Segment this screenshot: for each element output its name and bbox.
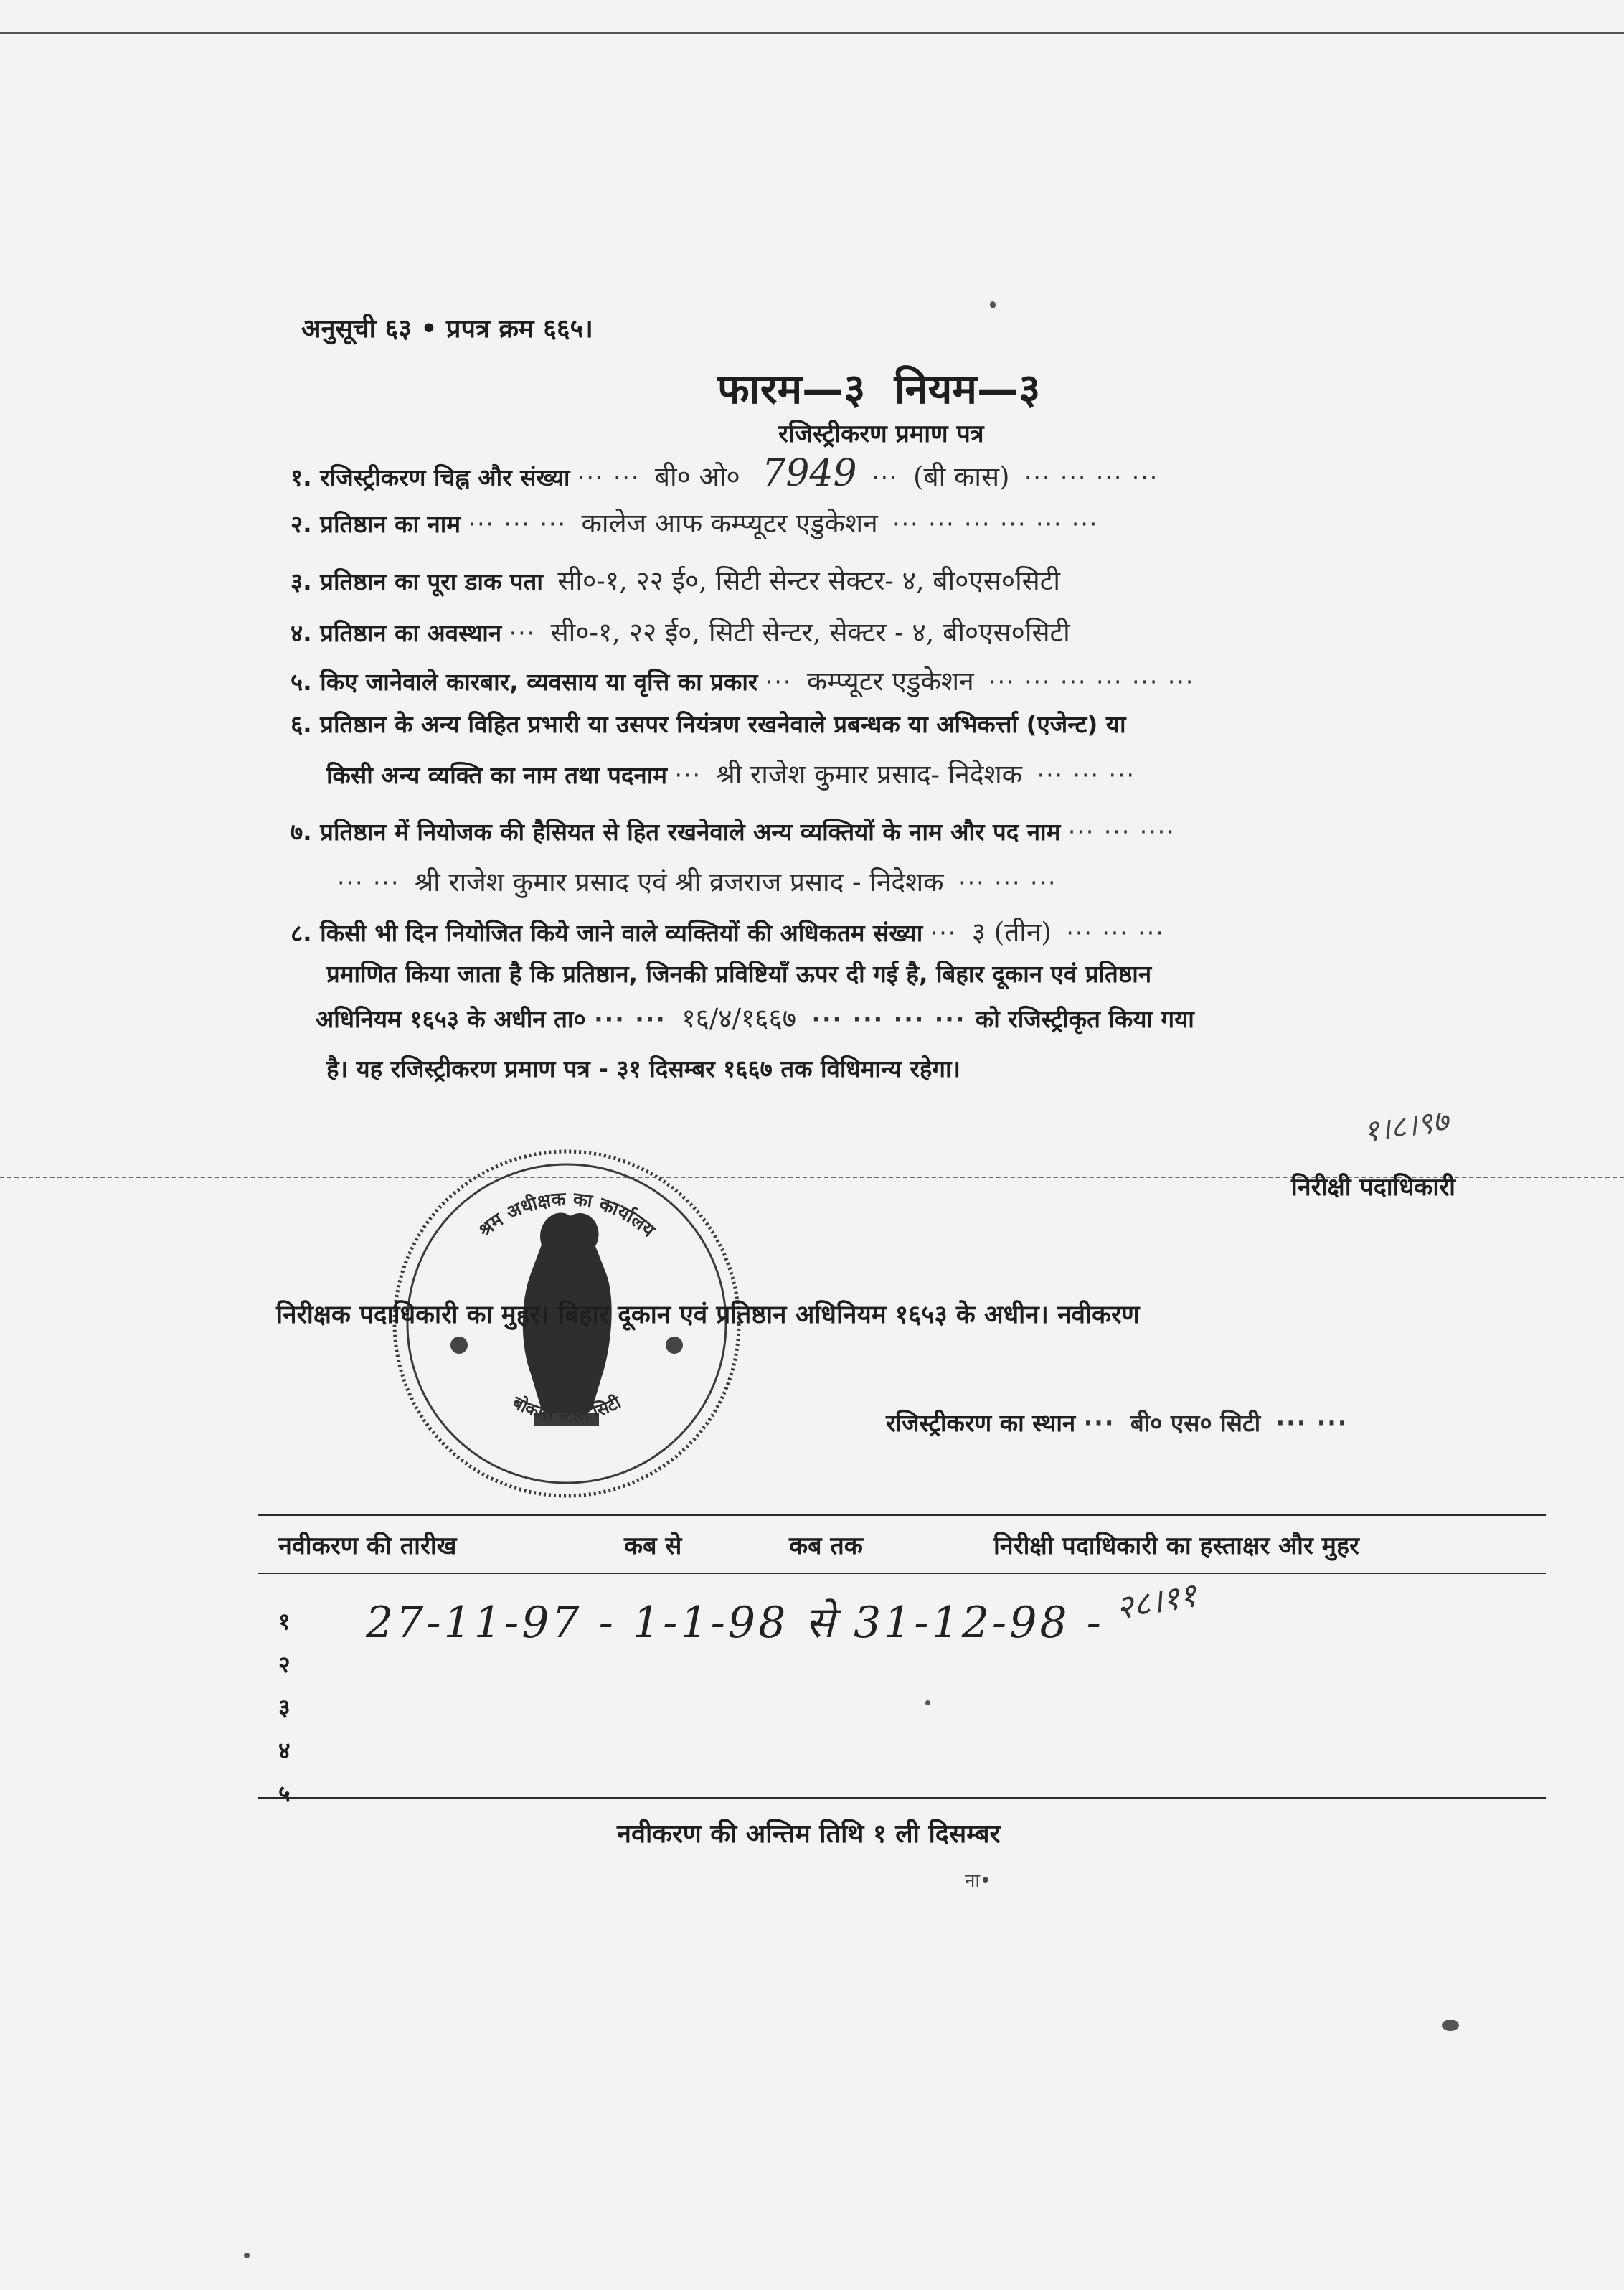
field-value-suffix: (बी कास) [913,461,1010,492]
certificate-subtitle: रजिस्ट्रीकरण प्रमाण पत्र [778,420,984,448]
table-row-number: ४ [278,1737,291,1764]
certification-line-1: प्रमाणित किया जाता है कि प्रतिष्ठान, जिनकी प्रविष्टियाँ ऊपर दी गई है, बिहार दूकान एवं प्रतिष्ठान [326,960,1152,988]
scan-speck [244,2253,250,2258]
renewal-entry-1: 27-11-97 - 1-1-98 से 31-12-98 - [366,1598,1104,1648]
table-top-rule [258,1514,1546,1516]
field-value: 7949 [762,452,857,495]
header-from: कब से [624,1532,682,1560]
field-manager-line2: किसी अन्य व्यक्ति का नाम तथा पदनाम ··· श्री राजेश कुमार प्रसाद- निदेशक ··· ··· ··· [326,759,1136,790]
header-to: कब तक [789,1532,863,1560]
renewal-last-date: नवीकरण की अन्तिम तिथि १ ली दिसम्बर [617,1819,1001,1849]
field-label: ३. प्रतिष्ठान का पूरा डाक पता [291,567,543,595]
field-registration-number: १. रजिस्ट्रीकरण चिह्न और संख्या ··· ··· बी० ओ० 7949 ··· (बी कास) ··· ··· ··· ··· [291,452,1159,495]
field-label: ८. किसी भी दिन नियोजित किये जाने वाले व्यक्तियों की अधिकतम संख्या [291,919,923,947]
field-value: कम्प्यूटर एडुकेशन [806,666,974,697]
field-other-persons-line2: ··· ··· श्री राजेश कुमार प्रसाद एवं श्री व्रजराज प्रसाद - निदेशक ··· ··· ··· [337,867,1057,897]
field-label: ५. किए जानेवाले कारबार, व्यवसाय या वृत्ति का प्रकार [291,668,758,696]
field-label: ४. प्रतिष्ठान का अवस्थान [291,619,502,647]
scan-speck [925,1700,930,1705]
scan-speck [990,301,996,308]
field-value-prefix: बी० ओ० [654,461,740,492]
field-label-continued: किसी अन्य व्यक्ति का नाम तथा पदनाम [326,761,668,789]
field-location: ४. प्रतिष्ठान का अवस्थान ··· सी०-१, २२ ई०, सिटी सेन्टर, सेक्टर - ४, बी०एस०सिटी [291,617,1070,648]
field-label: १. रजिस्ट्रीकरण चिह्न और संख्या [291,463,570,491]
table-row-number: १ [278,1608,291,1635]
field-value: श्री राजेश कुमार प्रसाद एवं श्री व्रजराज प्रसाद - निदेशक [414,867,944,897]
seal-caption: निरीक्षक पदाधिकारी का मुहर। बिहार दूकान एवं प्रतिष्ठान अधिनियम १६५३ के अधीन। नवीकरण [276,1301,1140,1329]
registration-place-label: रजिस्ट्रीकरण का स्थान [886,1409,1076,1437]
field-label: २. प्रतिष्ठान का नाम [291,510,461,538]
field-other-persons-line1: ७. प्रतिष्ठान में नियोजक की हैसियत से हित रखनेवाले अन्य व्यक्तियों के नाम और पद नाम ··· ··· ···· [291,818,1176,846]
field-value: ३ (तीन) [971,917,1052,948]
header-signature-seal: निरीक्षी पदाधिकारी का हस्ताक्षर और मुहर [993,1532,1359,1560]
page-mark: ना• [965,1870,991,1892]
certification-text: को रजिस्ट्रीकृत किया गया [975,1005,1194,1033]
certification-line-2: अधिनियम १६५३ के अधीन ता० ··· ··· १६/४/१६६७ ··· ··· ··· ··· को रजिस्ट्रीकृत किया गया [316,1003,1194,1034]
schedule-reference: अनुसूची ६३ • प्रपत्र क्रम ६६५। [301,314,593,344]
field-manager-line1 [291,710,1126,739]
certification-text: अधिनियम १६५३ के अधीन ता० [316,1005,586,1033]
table-row-number: ५ [278,1780,291,1807]
field-label: ६. प्रतिष्ठान के अन्य विहित प्रभारी या उसपर नियंत्रण रखनेवाले प्रबन्धक या अभिकर्त्ता (एजेन्ट) या [291,710,1126,738]
field-value: श्री राजेश कुमार प्रसाद- निदेशक [716,759,1023,790]
inspecting-officer-label: निरीक्षी पदाधिकारी [1291,1173,1455,1202]
field-value: कालेज आफ कम्प्यूटर एडुकेशन [581,508,878,539]
inspector-initials: १।८।९७ [1361,1102,1451,1150]
field-value: सी०-१, २२ ई०, सिटी सेन्टर, सेक्टर - ४, बी०एस०सिटी [550,617,1070,648]
registration-place-value: बी० एस० सिटी [1130,1409,1261,1437]
field-establishment-name: २. प्रतिष्ठान का नाम ··· ··· ··· कालेज आफ कम्प्यूटर एडुकेशन ··· ··· ··· ··· ··· ··· [291,508,1099,539]
field-label: ७. प्रतिष्ठान में नियोजक की हैसियत से हित रखनेवाले अन्य व्यक्तियों के नाम और पद नाम [291,818,1061,846]
registration-place: रजिस्ट्रीकरण का स्थान ··· बी० एस० सिटी ··· ··· [886,1409,1349,1437]
renewal-signature-1: २८।११ [1113,1575,1200,1628]
field-postal-address [291,567,1067,596]
seal-bottom-text: बोकारो स्टील सिटी [509,1392,625,1426]
top-edge-line [0,32,1624,34]
table-row-number: २ [278,1651,291,1678]
registration-date: १६/४/१६६७ [681,1003,796,1034]
field-value: सी०-१, २२ ई०, सिटी सेन्टर सेक्टर- ४, बी०एस०सिटी [557,565,1060,596]
table-bottom-rule [258,1797,1546,1799]
table-header-rule [258,1573,1546,1574]
field-business-type: ५. किए जानेवाले कारबार, व्यवसाय या वृत्ति का प्रकार ··· कम्प्यूटर एडुकेशन ··· ··· ··· ··· ··· ··· [291,666,1195,697]
seal-top-text: श्रम अधीक्षक का कार्यालय [474,1188,659,1242]
table-row-number: ३ [278,1694,291,1721]
field-max-employees: ८. किसी भी दिन नियोजित किये जाने वाले व्यक्तियों की अधिकतम संख्या ··· ३ (तीन) ··· ··· ··· [291,917,1165,948]
form-title: फारम—३ नियम—३ [717,364,1041,413]
certification-line-3: है। यह रजिस्ट्रीकरण प्रमाण पत्र - ३१ दिसम्बर १६६७ तक विधिमान्य रहेगा। [326,1055,960,1083]
header-renewal-date: नवीकरण की तारीख [278,1532,457,1560]
scan-speck [1442,2020,1459,2031]
